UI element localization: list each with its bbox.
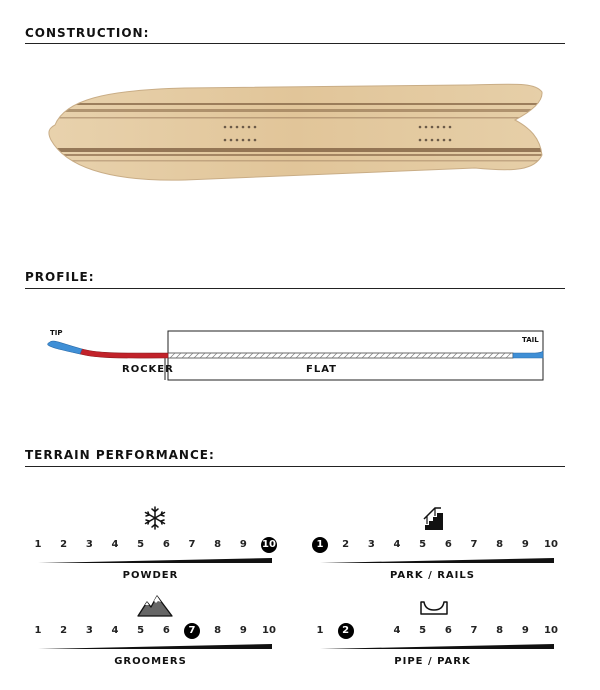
rating-number: 6 bbox=[444, 539, 452, 550]
profile-title: PROFILE: bbox=[25, 270, 95, 284]
terrain-label: POWDER bbox=[122, 570, 179, 581]
rating-number: 3 bbox=[85, 539, 93, 550]
rating-number: 2 bbox=[60, 625, 68, 636]
rating-number: 2 bbox=[342, 539, 350, 550]
terrain-scale-pipe-park bbox=[310, 623, 558, 673]
rating-numbers bbox=[28, 537, 276, 553]
rating-selected: 2 bbox=[338, 623, 354, 639]
rating-number: 5 bbox=[419, 539, 427, 550]
snowflake-icon bbox=[143, 506, 167, 530]
rating-number: 8 bbox=[496, 625, 504, 636]
rating-number: 1 bbox=[34, 539, 42, 550]
rating-numbers bbox=[310, 623, 558, 639]
stair-rail-icon bbox=[421, 505, 447, 531]
terrain-rule bbox=[25, 466, 565, 467]
rating-wedge bbox=[310, 643, 555, 651]
rating-number: 10 bbox=[544, 539, 558, 550]
terrain-scale-powder bbox=[28, 537, 276, 587]
rating-number: 8 bbox=[496, 539, 504, 550]
rating-selected: 1 bbox=[312, 537, 328, 553]
construction-rule bbox=[25, 43, 565, 44]
rating-wedge-shape bbox=[38, 558, 272, 563]
rating-wedge-shape bbox=[38, 644, 272, 649]
profile-diagram bbox=[40, 320, 550, 385]
rating-number: 9 bbox=[239, 539, 247, 550]
rating-number: 8 bbox=[214, 625, 222, 636]
rating-number: 5 bbox=[419, 625, 427, 636]
rating-number: 4 bbox=[393, 625, 401, 636]
rating-number: 3 bbox=[85, 625, 93, 636]
rating-number: 6 bbox=[444, 625, 452, 636]
rating-selected: 7 bbox=[184, 623, 200, 639]
rating-selected: 10 bbox=[261, 537, 277, 553]
rating-wedge bbox=[310, 557, 555, 565]
rating-numbers bbox=[28, 623, 276, 639]
rating-number: 9 bbox=[239, 625, 247, 636]
rating-wedge-shape bbox=[320, 644, 554, 649]
rating-number: 7 bbox=[470, 539, 478, 550]
profile-flat-label: FLAT bbox=[306, 364, 337, 375]
rating-number: 6 bbox=[162, 539, 170, 550]
rating-number: 9 bbox=[521, 539, 529, 550]
rating-number: 1 bbox=[34, 625, 42, 636]
rating-number: 4 bbox=[111, 625, 119, 636]
terrain-label: PARK / RAILS bbox=[390, 570, 475, 581]
rating-number: 9 bbox=[521, 625, 529, 636]
rating-number: 4 bbox=[393, 539, 401, 550]
rating-numbers bbox=[310, 537, 558, 553]
profile-tail-label: TAIL bbox=[522, 336, 539, 344]
halfpipe-icon bbox=[419, 600, 449, 616]
rating-number: 6 bbox=[162, 625, 170, 636]
rating-number: 10 bbox=[544, 625, 558, 636]
rating-number: 7 bbox=[188, 539, 196, 550]
terrain-scale-park-rails bbox=[310, 537, 558, 587]
rating-wedge bbox=[28, 557, 273, 565]
mountain-icon bbox=[137, 593, 173, 617]
rating-number: 10 bbox=[262, 625, 276, 636]
rating-number: 7 bbox=[470, 625, 478, 636]
rating-number: 8 bbox=[214, 539, 222, 550]
construction-title: CONSTRUCTION: bbox=[25, 26, 150, 40]
rating-number: 3 bbox=[367, 539, 375, 550]
terrain-title: TERRAIN PERFORMANCE: bbox=[25, 448, 215, 462]
rating-number: 1 bbox=[316, 625, 324, 636]
rating-wedge-shape bbox=[320, 558, 554, 563]
terrain-scale-groomers bbox=[28, 623, 276, 673]
profile-tip-label: TIP bbox=[50, 329, 63, 337]
rating-number: 2 bbox=[60, 539, 68, 550]
terrain-label: GROOMERS bbox=[114, 656, 187, 667]
rating-number: 5 bbox=[137, 539, 145, 550]
rating-wedge bbox=[28, 643, 273, 651]
terrain-label: PIPE / PARK bbox=[394, 656, 471, 667]
profile-rule bbox=[25, 288, 565, 289]
profile-rocker-label: ROCKER bbox=[122, 364, 174, 375]
rating-number: 5 bbox=[137, 625, 145, 636]
rating-number: 4 bbox=[111, 539, 119, 550]
snowboard-image bbox=[45, 80, 545, 190]
